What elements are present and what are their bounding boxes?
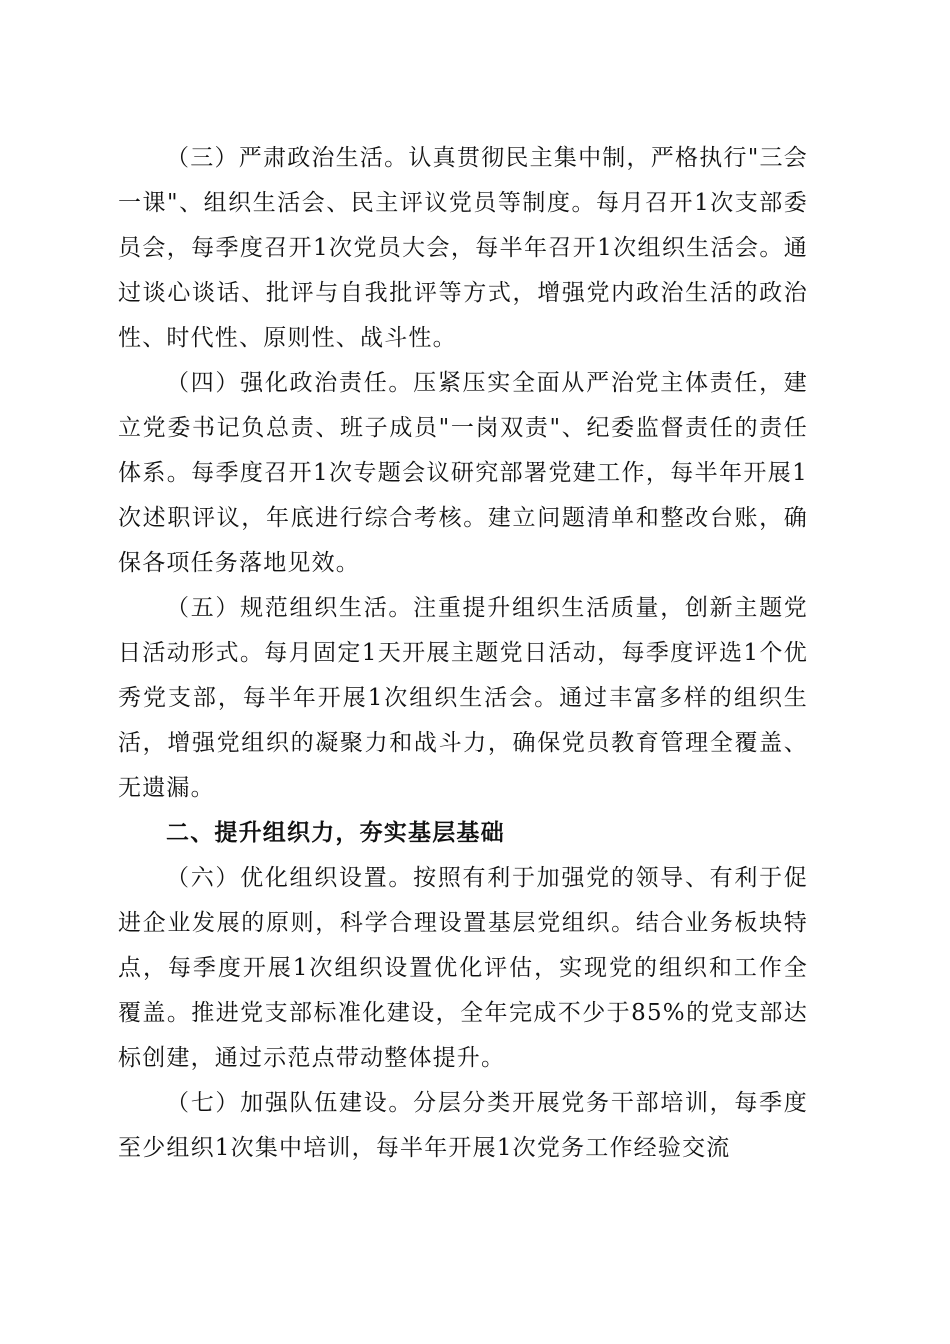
document-page	[118, 136, 808, 1171]
section-heading: 二、提升组织力，夯实基层基础	[166, 820, 505, 846]
paragraph-strict-political-life: （三）严肃政治生活。认真贯彻民主集中制，严格执行"三会一课"、组织生活会、民主评议党员等制度。每月召开1次支部委员会，每季度召开1次党员大会，每半年召开1次组织生活会。通过谈心谈话、批评与自我批评等方式，增强党内政治生活的政治性、时代性、原则性、战斗性。	[118, 145, 808, 351]
paragraph-organization-setup: （六）优化组织设置。按照有利于加强党的领导、有利于促进企业发展的原则，科学合理设置基层党组织。结合业务板块特点，每季度开展1次组织设置优化评估，实现党的组织和工作全覆盖。推进党支部标准化建设，全年完成不少于85%的党支部达标创建，通过示范点带动整体提升。	[118, 865, 808, 1071]
paragraph-organizational-life: （五）规范组织生活。注重提升组织生活质量，创新主题党日活动形式。每月固定1天开展主题党日活动，每季度评选1个优秀党支部，每半年开展1次组织生活会。通过丰富多样的组织生活，增强党组织的凝聚力和战斗力，确保党员教育管理全覆盖、无遗漏。	[118, 595, 808, 801]
paragraph-political-responsibility: （四）强化政治责任。压紧压实全面从严治党主体责任，建立党委书记负总责、班子成员"一岗双责"、纪委监督责任的责任体系。每季度召开1次专题会议研究部署党建工作，每半年开展1次述职评议，年底进行综合考核。建立问题清单和整改台账，确保各项任务落地见效。	[118, 370, 808, 576]
paragraph-team-building: （七）加强队伍建设。分层分类开展党务干部培训，每季度至少组织1次集中培训，每半年开展1次党务工作经验交流	[118, 1090, 808, 1161]
